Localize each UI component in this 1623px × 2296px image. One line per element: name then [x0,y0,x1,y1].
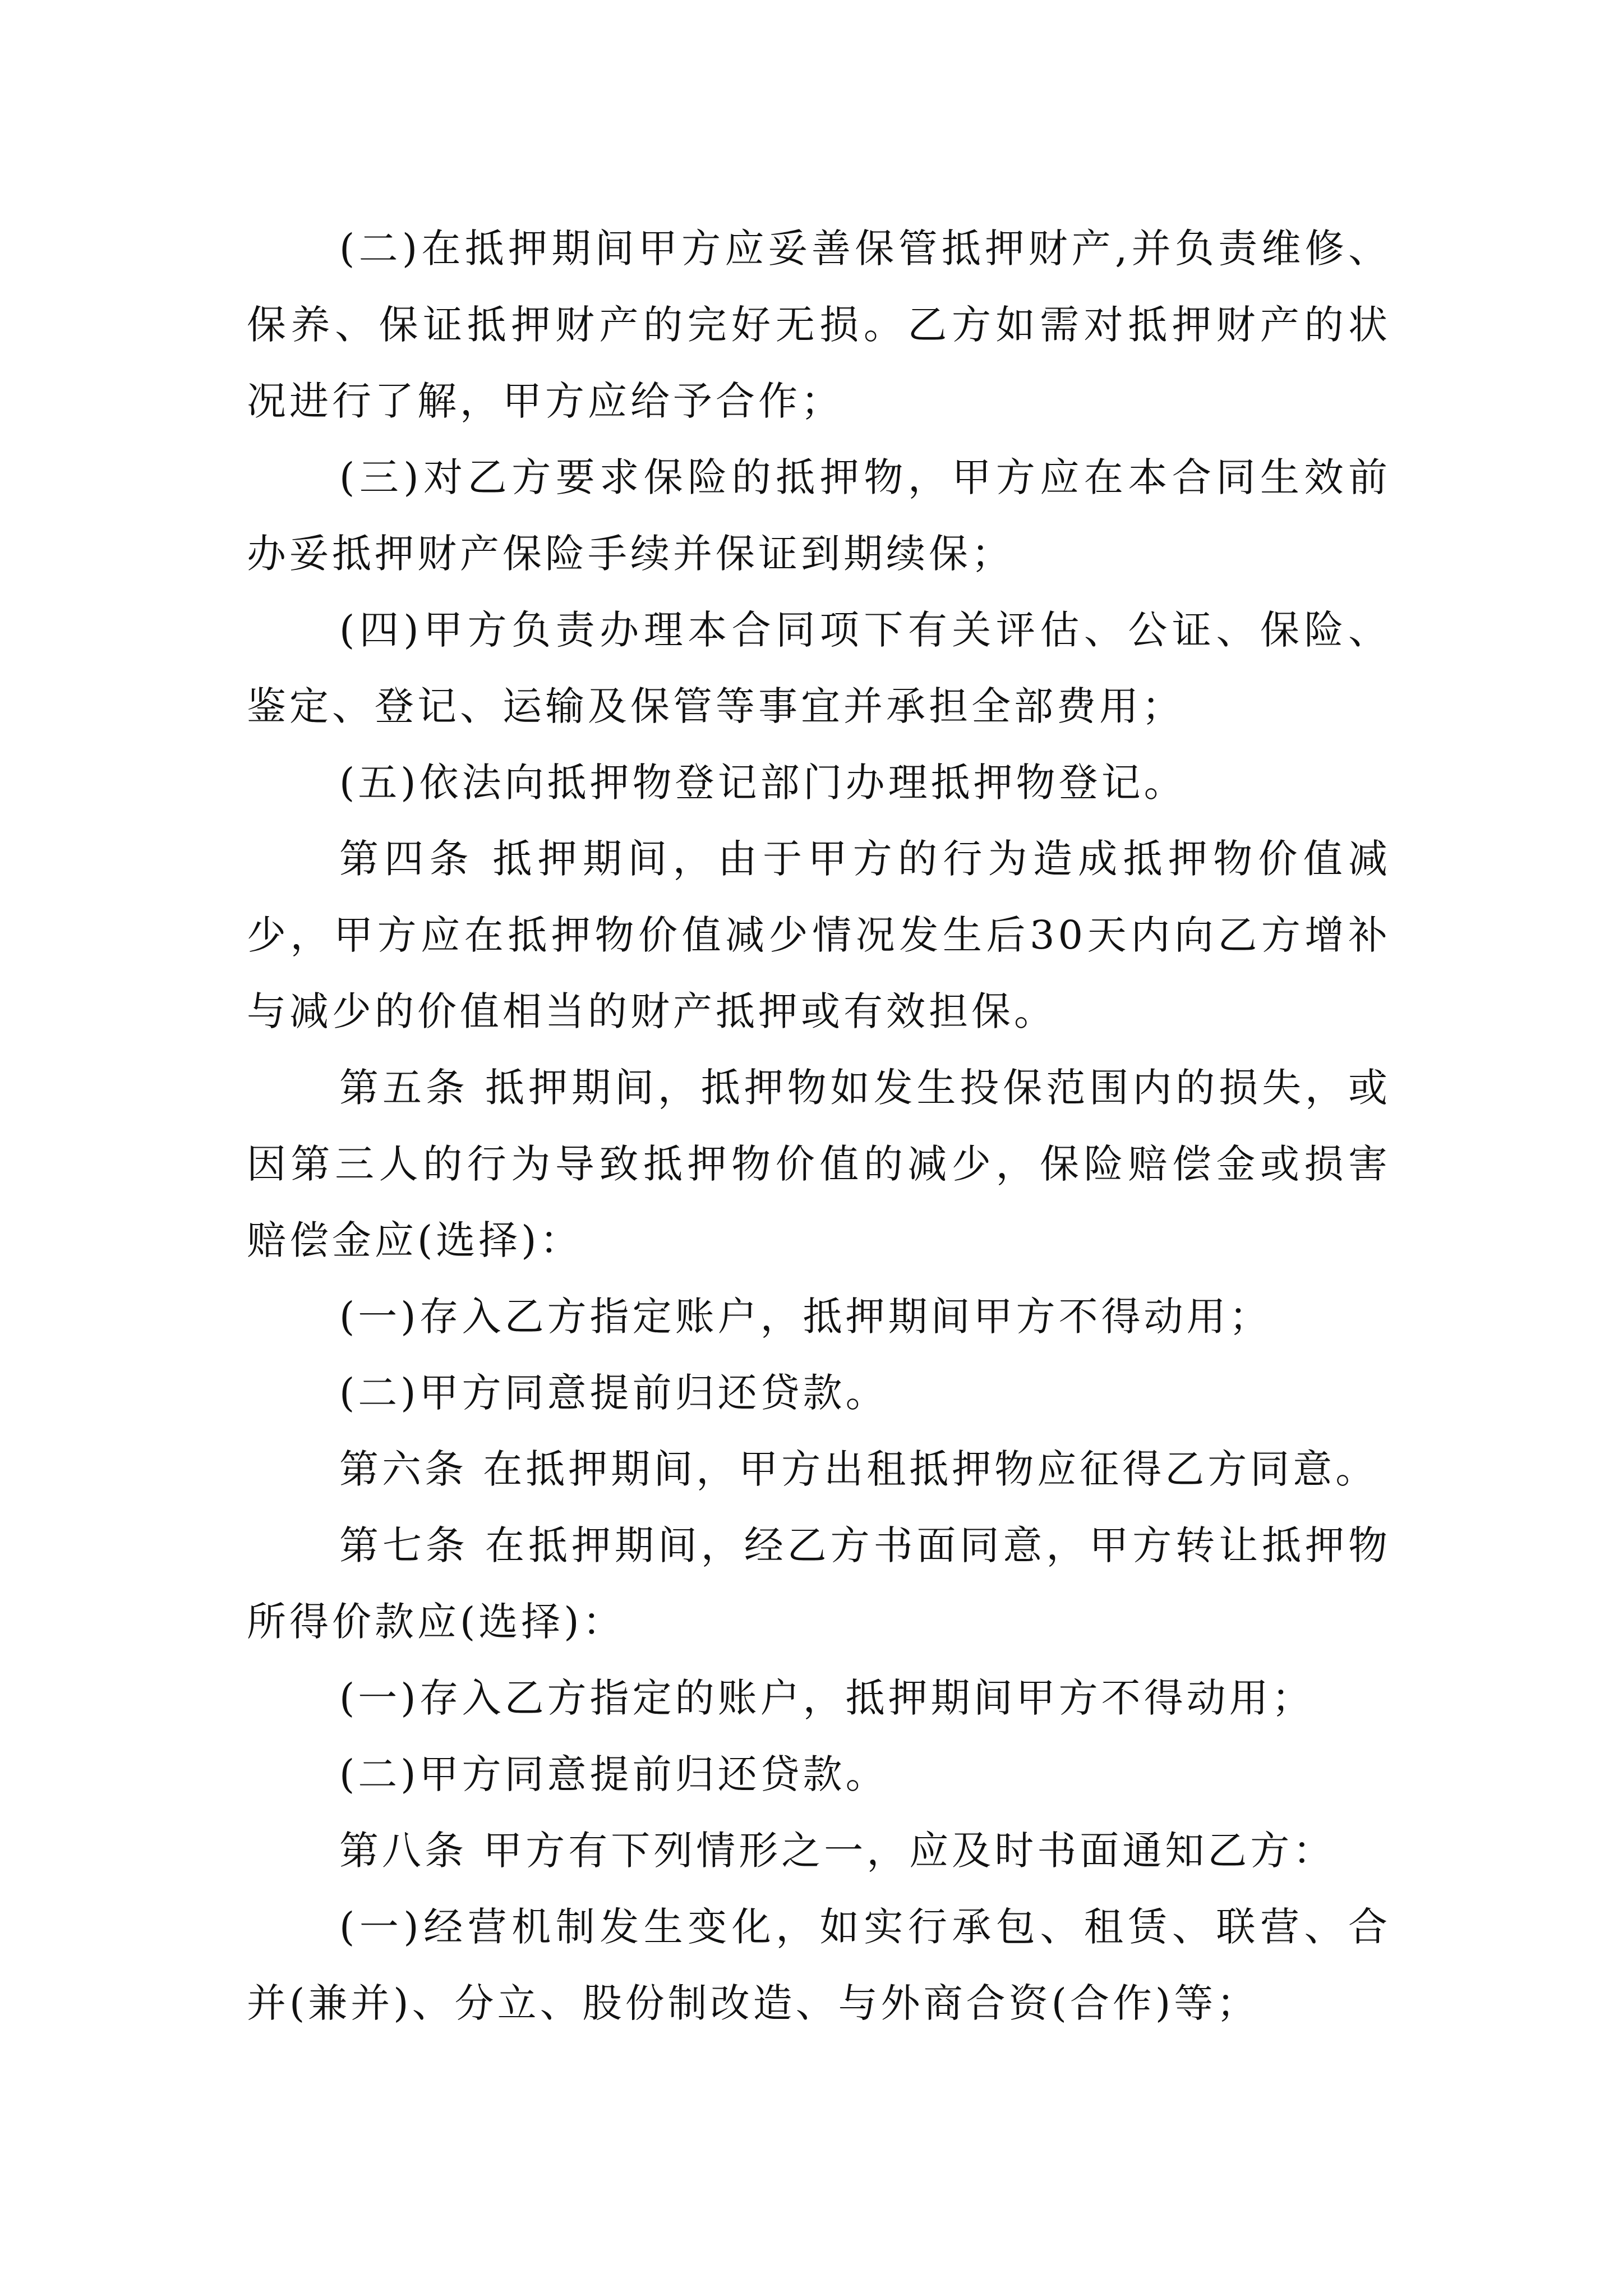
article-5-option-2: (二)甲方同意提前归还贷款。 [339,1370,888,1416]
article-4: 第四条 抵押期间，由于甲方的行为造成抵押物价值减少，甲方应在抵押物价值减少情况发生后30天内向乙方增补与减少的价值相当的财产抵押或有效担保。 [247,836,1391,1034]
article-7-option-2: (二)甲方同意提前归还贷款。 [339,1751,888,1797]
article-7: 第七条 在抵押期间，经乙方书面同意，甲方转让抵押物所得价款应(选择)： [247,1522,1391,1645]
article-5-option-1: (一)存入乙方指定账户，抵押期间甲方不得动用； [339,1294,1272,1340]
article-5: 第五条 抵押期间，抵押物如发生投保范围内的损失，或因第三人的行为导致抵押物价值的减少，保险赔偿金或损害赔偿金应(选择)： [247,1065,1391,1263]
paragraph-custody-maintenance: (二)在抵押期间甲方应妥善保管抵押财产,并负责维修、保养、保证抵押财产的完好无损。乙方如需对抵押财产的状况进行了解，甲方应给予合作； [247,226,1391,424]
document-body [247,210,1391,2041]
article-8-item-1: (一)经营机制发生变化，如实行承包、租赁、联营、合并(兼并)、分立、股份制改造、与外商合资(合作)等； [247,1904,1391,2026]
paragraph-registration: (五)依法向抵押物登记部门办理抵押物登记。 [339,760,1187,806]
article-7-option-1: (一)存入乙方指定的账户，抵押期间甲方不得动用； [339,1675,1315,1721]
paragraph-fees: (四)甲方负责办理本合同项下有关评估、公证、保险、鉴定、登记、运输及保管等事宜并承担全部费用； [247,607,1391,729]
article-8: 第八条 甲方有下列情形之一，应及时书面通知乙方： [339,1828,1336,1874]
paragraph-insurance: (三)对乙方要求保险的抵押物，甲方应在本合同生效前办妥抵押财产保险手续并保证到期续保； [247,454,1391,577]
article-6: 第六条 在抵押期间，甲方出租抵押物应征得乙方同意。 [339,1446,1378,1492]
